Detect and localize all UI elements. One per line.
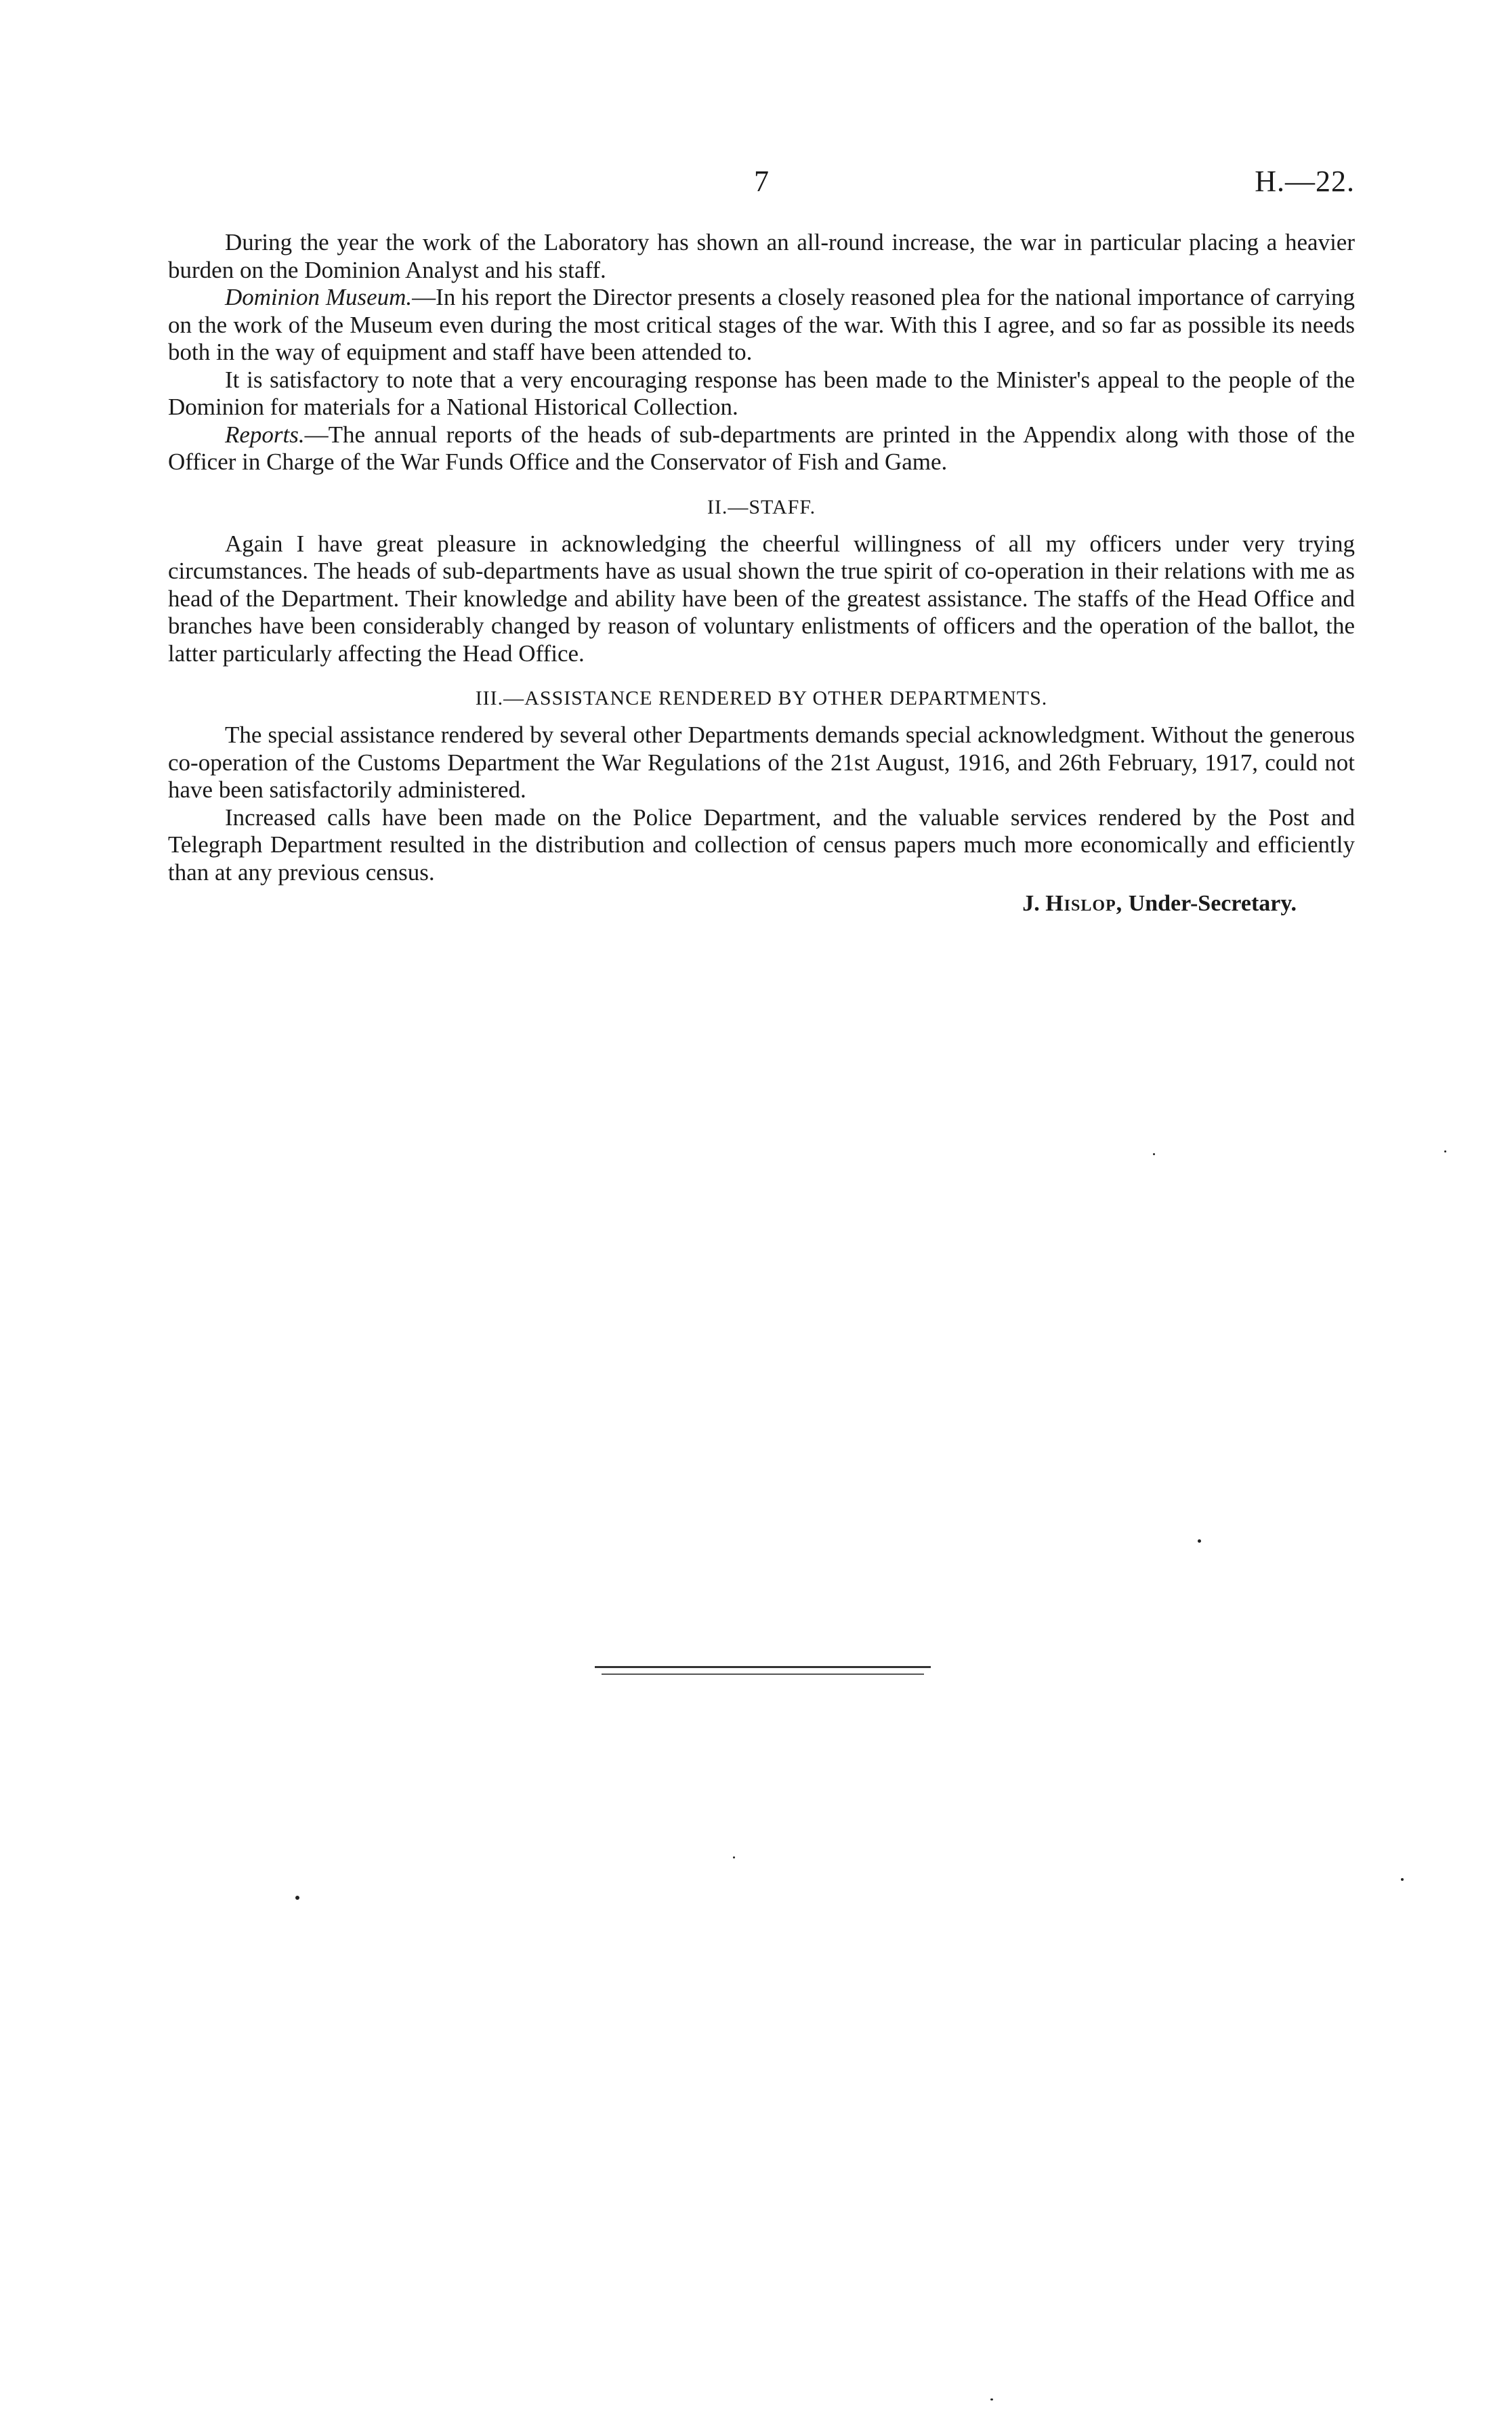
scan-speck [1401, 1878, 1404, 1881]
paragraph-text: —In his report the Director presents a closely reasoned plea for the national importance of carrying on the work of the Museum even during the most critical stages of the war. With this I agree, and so far as possible its needs both in the way of equipment and staff have been attended to. [168, 284, 1355, 365]
scan-speck [295, 1896, 299, 1900]
section-heading-assistance: III.—ASSISTANCE RENDERED BY OTHER DEPARTMENTS. [475, 687, 1048, 709]
paragraph-dominion-museum [168, 284, 1355, 367]
paragraph-lead-dominion-museum: Dominion Museum. [225, 284, 413, 310]
paragraph-text: During the year the work of the Laboratory has shown an all-round increase, the war in particular placing a heavier burden on the Dominion Analyst and his staff. [168, 229, 1355, 283]
scan-speck [733, 1856, 735, 1858]
scan-speck [1444, 1150, 1446, 1152]
paragraph-staff: Again I have great pleasure in acknowledging the cheerful willingness of all my officers under very trying circumstances. The heads of sub-departments have as usual shown the true spirit of co-operation in their relations with me as head of the Department. Their knowledge and ability have been of the greatest assistance. The staffs of the Head Office and branches have been considerably changed by reason of voluntary enlistments of officers and the operation of the ballot, the latter particularly affecting the Head Office. [168, 530, 1355, 667]
page-number: 7 [754, 165, 769, 198]
paragraph-text: —The annual reports of the heads of sub-departments are printed in the Appendix along with those of the Officer in Charge of the War Funds Office and the Conservator of Fish and Game. [168, 421, 1355, 475]
scan-speck [990, 2398, 993, 2400]
signature-initial: J. [1022, 891, 1040, 916]
signature-surname: Hislop, [1045, 891, 1123, 916]
paragraph-lead-reports: Reports. [225, 421, 305, 448]
page-header [168, 161, 1355, 202]
document-reference: H.—22. [1255, 165, 1355, 198]
signature-title: Under-Secretary. [1128, 891, 1297, 916]
closing-rule [595, 1666, 931, 1668]
paragraph-reports [168, 421, 1355, 476]
paragraph-customs: The special assistance rendered by several other Departments demands special acknowledgment. Without the generous co-operation of the Customs Department the War Regulations of the 21st August, 1916, and 26th February, 1917, could not have been satisfactorily administered. [168, 722, 1355, 803]
paragraph-text: It is satisfactory to note that a very encouraging response has been made to the Minister's appeal to the people of the Dominion for materials for a National Historical Collection. [168, 366, 1355, 420]
paragraph-historical-collection [168, 367, 1355, 421]
scan-speck [1198, 1539, 1201, 1543]
paragraph-laboratory [168, 229, 1355, 284]
closing-rule-thin [602, 1673, 924, 1675]
signature [168, 889, 1355, 919]
page-body [168, 229, 1355, 919]
paragraph-police-post: Increased calls have been made on the Police Department, and the valuable services rendered by the Post and Telegraph Department resulted in the distribution and collection of census papers much more economically and efficiently than at any previous census. [168, 804, 1355, 886]
section-heading-staff: II.—STAFF. [707, 495, 816, 518]
scan-speck [1153, 1153, 1155, 1155]
